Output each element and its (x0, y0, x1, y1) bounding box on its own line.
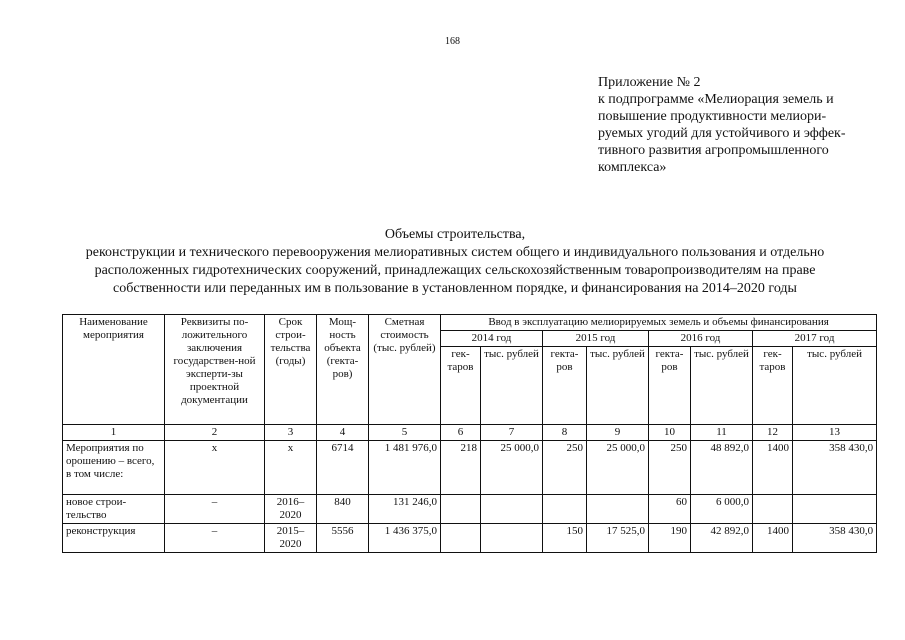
column-number: 12 (753, 425, 793, 441)
cell-2015-rub: 25 000,0 (587, 441, 649, 495)
document-title (60, 226, 850, 298)
header-requisites: Реквизиты по-ложительного заключения государствен-ной эксперти-зы проектной документации (165, 315, 265, 425)
cell-requisites: – (165, 495, 265, 524)
table-row (63, 524, 877, 553)
column-number: 6 (441, 425, 481, 441)
table-row (63, 495, 877, 524)
header-cost: Сметная стоимость (тыс. рублей) (369, 315, 441, 425)
cell-2017-ha: 1400 (753, 441, 793, 495)
header-row (63, 315, 877, 331)
cell-2017-ha: 1400 (753, 524, 793, 553)
header-commissioning: Ввод в эксплуатацию мелиорируемых земель и объемы финансирования (441, 315, 877, 331)
header-year: 2015 год (543, 331, 649, 347)
cell-2015-rub: 17 525,0 (587, 524, 649, 553)
cell-2014-ha (441, 495, 481, 524)
cell-2016-rub: 6 000,0 (691, 495, 753, 524)
cell-2015-ha (543, 495, 587, 524)
appendix-line: тивного развития агропромышленного (598, 143, 829, 158)
cell-2017-rub: 358 430,0 (793, 524, 877, 553)
header-sub: тыс. рублей (481, 347, 543, 425)
header-year: 2014 год (441, 331, 543, 347)
cell-cost: 1 436 375,0 (369, 524, 441, 553)
cell-2014-rub (481, 524, 543, 553)
column-number: 13 (793, 425, 877, 441)
cell-2014-ha (441, 524, 481, 553)
cell-period: 2015–2020 (265, 524, 317, 553)
cell-cost: 131 246,0 (369, 495, 441, 524)
column-number: 7 (481, 425, 543, 441)
header-period: Срок строи-тельства (годы) (265, 315, 317, 425)
page-number: 168 (445, 36, 460, 47)
cell-name: новое строи-тельство (63, 495, 165, 524)
cell-2014-rub: 25 000,0 (481, 441, 543, 495)
header-sub: гекта-ров (543, 347, 587, 425)
cell-period: х (265, 441, 317, 495)
cell-name: Мероприятия по орошению – всего, в том числе: (63, 441, 165, 495)
cell-requisites: – (165, 524, 265, 553)
header-name: Наименование мероприятия (63, 315, 165, 425)
cell-2017-ha (753, 495, 793, 524)
appendix-header (598, 74, 846, 176)
cell-2015-rub (587, 495, 649, 524)
column-number: 4 (317, 425, 369, 441)
cell-capacity: 840 (317, 495, 369, 524)
cell-capacity: 6714 (317, 441, 369, 495)
appendix-line: повышение продуктивности мелиори- (598, 109, 827, 124)
title-line: расположенных гидротехнических сооружений, принадлежащих сельскохозяйственным товаропроизводителям на праве (94, 263, 816, 278)
cell-2015-ha: 150 (543, 524, 587, 553)
header-sub: тыс. рублей (793, 347, 877, 425)
title-line: собственности или переданных им в пользование в установленном порядке, и финансирования на 2014–2020 годы (113, 281, 797, 296)
column-number: 11 (691, 425, 753, 441)
header-sub: гек-таров (753, 347, 793, 425)
cell-2016-rub: 42 892,0 (691, 524, 753, 553)
column-number: 8 (543, 425, 587, 441)
column-number: 1 (63, 425, 165, 441)
header-year: 2016 год (649, 331, 753, 347)
header-year: 2017 год (753, 331, 877, 347)
cell-2016-ha: 190 (649, 524, 691, 553)
cell-period: 2016–2020 (265, 495, 317, 524)
cell-requisites: х (165, 441, 265, 495)
column-number-row (63, 425, 877, 441)
cell-2014-rub (481, 495, 543, 524)
cell-capacity: 5556 (317, 524, 369, 553)
header-capacity: Мощ-ность объекта (гекта-ров) (317, 315, 369, 425)
cell-cost: 1 481 976,0 (369, 441, 441, 495)
column-number: 3 (265, 425, 317, 441)
cell-2015-ha: 250 (543, 441, 587, 495)
column-number: 5 (369, 425, 441, 441)
cell-2016-rub: 48 892,0 (691, 441, 753, 495)
title-line: реконструкции и технического перевооружения мелиоративных систем общего и индивидуального пользования и отдельно (85, 245, 825, 260)
cell-name: реконструкция (63, 524, 165, 553)
appendix-line: Приложение № 2 (598, 75, 701, 90)
appendix-line: комплекса» (598, 160, 667, 175)
cell-2017-rub (793, 495, 877, 524)
header-sub: тыс. рублей (691, 347, 753, 425)
header-sub: гекта-ров (649, 347, 691, 425)
header-sub: тыс. рублей (587, 347, 649, 425)
column-number: 9 (587, 425, 649, 441)
appendix-line: руемых угодий для устойчивого и эффек- (598, 126, 846, 141)
column-number: 2 (165, 425, 265, 441)
table-row (63, 441, 877, 495)
financing-table (62, 314, 877, 553)
appendix-line: к подпрограмме «Мелиорация земель и (598, 92, 834, 107)
column-number: 10 (649, 425, 691, 441)
cell-2014-ha: 218 (441, 441, 481, 495)
cell-2016-ha: 250 (649, 441, 691, 495)
cell-2016-ha: 60 (649, 495, 691, 524)
title-line: Объемы строительства, (384, 227, 526, 242)
cell-2017-rub: 358 430,0 (793, 441, 877, 495)
header-sub: гек-таров (441, 347, 481, 425)
